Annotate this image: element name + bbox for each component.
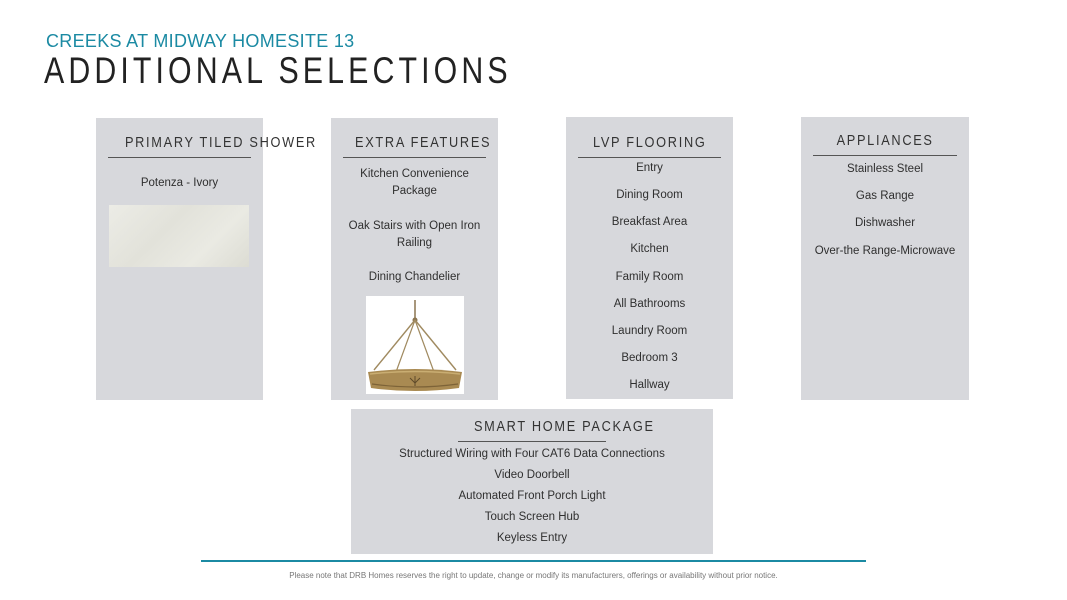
chandelier-icon	[366, 296, 464, 394]
list-item: Dining Chandelier	[368, 271, 461, 283]
card-heading: SMART HOME PACKAGE	[458, 418, 606, 442]
list-item: Structured Wiring with Four CAT6 Data Connections	[399, 448, 665, 460]
list-item: Automated Front Porch Light	[458, 490, 606, 502]
list-item: Kitchen	[630, 243, 669, 255]
list-item: Laundry Room	[611, 325, 688, 337]
chandelier-image	[366, 296, 464, 394]
list-item: Entry	[636, 162, 663, 174]
list-item: Potenza - Ivory	[140, 177, 219, 189]
card-lvp-flooring	[566, 117, 733, 399]
page-subtitle: CREEKS AT MIDWAY HOMESITE 13	[46, 31, 355, 51]
card-smart-home-package	[351, 409, 713, 554]
list-item: Dishwasher	[854, 217, 916, 229]
list-item: Keyless Entry	[496, 532, 568, 544]
list-item: Stainless Steel	[846, 163, 924, 175]
card-heading: LVP FLOORING	[578, 134, 721, 158]
list-item: Bedroom 3	[621, 352, 678, 364]
card-appliances	[801, 117, 969, 400]
card-heading: EXTRA FEATURES	[343, 134, 486, 158]
list-item: Breakfast Area	[611, 216, 688, 228]
list-item: Touch Screen Hub	[484, 511, 580, 523]
list-item: Hallway	[629, 379, 670, 391]
footer-disclaimer: Please note that DRB Homes reserves the right to update, change or modify its manufacturers, offerings or availability without prior notice.	[289, 571, 778, 580]
page-title: ADDITIONAL SELECTIONS	[44, 50, 512, 91]
footer-divider	[201, 560, 866, 562]
tile-swatch-image	[109, 205, 249, 267]
card-heading: PRIMARY TILED SHOWER	[108, 134, 251, 158]
list-item: Dining Room	[616, 189, 683, 201]
list-item: Oak Stairs with Open Iron Railing	[348, 220, 481, 249]
list-item: Over-the Range-Microwave	[814, 245, 956, 257]
card-heading: APPLIANCES	[813, 132, 957, 156]
card-primary-tiled-shower	[96, 118, 317, 400]
list-item: All Bathrooms	[613, 298, 686, 310]
list-item: Kitchen Convenience Package	[360, 168, 469, 197]
list-item: Gas Range	[855, 190, 915, 202]
card-extra-features	[331, 118, 498, 400]
list-item: Video Doorbell	[494, 469, 570, 481]
list-item: Family Room	[615, 271, 684, 283]
